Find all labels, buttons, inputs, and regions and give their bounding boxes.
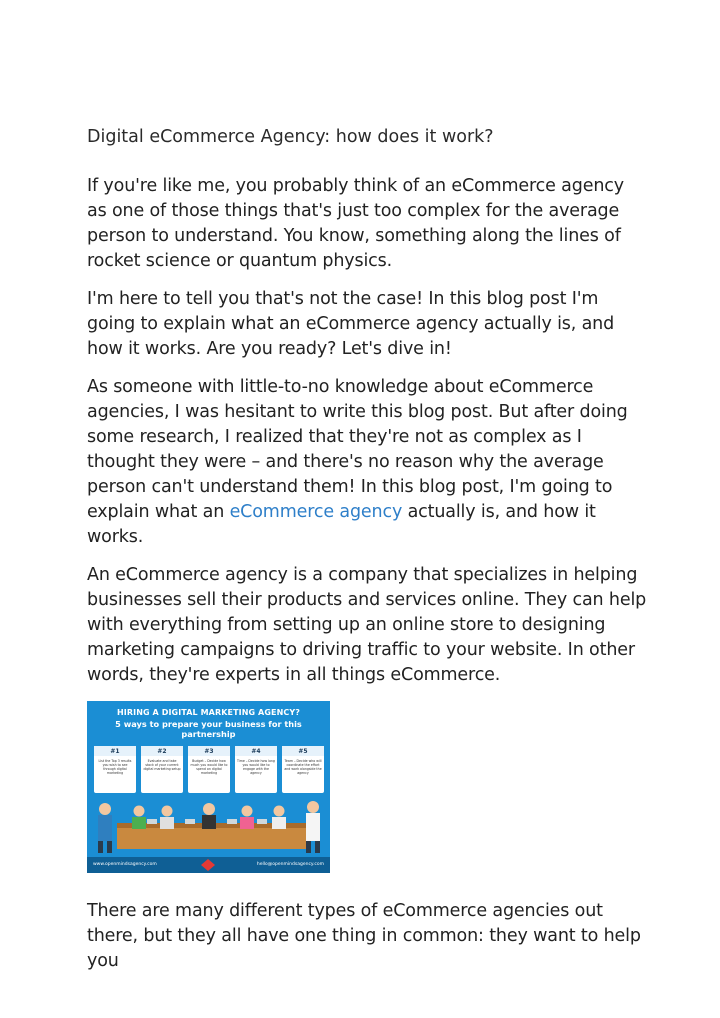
infographic-card	[94, 749, 136, 793]
document-title: Digital eCommerce Agency: how does it work?	[87, 127, 494, 147]
card-number: #4	[235, 746, 277, 756]
infographic-heading	[87, 701, 330, 741]
infographic-image	[87, 701, 330, 873]
infographic-heading-line1: HIRING A DIGITAL MARKETING AGENCY?	[117, 708, 300, 717]
card-text: Team – Decide who will coordinate the effort and work alongside the agency	[284, 759, 322, 775]
infographic-card	[235, 749, 277, 793]
infographic-card	[188, 749, 230, 793]
paragraph-5: There are many different types of eCommerce agencies out there, but they all have one thing in common: they want to help you	[87, 901, 641, 971]
card-text: Time – Decide how long you would like to engage with the agency	[237, 759, 275, 775]
card-number: #3	[188, 746, 230, 756]
card-text: Evaluate and take stock of your current digital marketing setup	[143, 759, 181, 771]
footer-email: hello@openmindsagency.com	[256, 862, 324, 867]
footer-website: www.openmindsagency.com	[93, 862, 157, 867]
card-number: #1	[94, 746, 136, 756]
card-number: #2	[141, 746, 183, 756]
paragraph-2: I'm here to tell you that's not the case! In this blog post I'm going to explain what an eCommerce agency actually is, and how it works. Are you ready? Let's dive in!	[87, 289, 615, 359]
infographic-card	[282, 749, 324, 793]
infographic-heading-line2: 5 ways to prepare your business for this partnership	[115, 719, 302, 739]
ecommerce-agency-link[interactable]: eCommerce agency	[229, 502, 403, 522]
paragraph-3-text-after: actually is, and how it works.	[87, 502, 596, 547]
document-body	[87, 124, 647, 987]
card-number: #5	[282, 746, 324, 756]
office-scene-illustration	[87, 793, 330, 857]
card-text: Budget – Decide how much you would like to spend on digital marketing	[190, 759, 228, 775]
desk-shape	[117, 827, 307, 849]
card-text: List the Top 3 results you wish to see through digital marketing	[98, 759, 132, 775]
open-minds-logo-icon	[199, 858, 217, 872]
paragraph-3	[87, 375, 647, 550]
paragraph-3-text-before: As someone with little-to-no knowledge about eCommerce agencies, I was hesitant to write this blog post. But after doing some research, I realized that they're not as complex as I thought they were – and there's no reason why the average person can't understand them! In this blog post, I'm going to explain what an	[87, 377, 628, 522]
paragraph-4: An eCommerce agency is a company that specializes in helping businesses sell their products and services online. They can help with everything from setting up an online store to designing marketing campaigns to driving traffic to your website. In other words, they're experts in all things eCommerce.	[87, 565, 647, 685]
infographic-card	[141, 749, 183, 793]
infographic-footer	[87, 857, 330, 873]
paragraph-1: If you're like me, you probably think of an eCommerce agency as one of those things that's just too complex for the average person to understand. You know, something along the lines of rocket science or quantum physics.	[87, 176, 624, 271]
infographic-cards	[94, 749, 324, 793]
